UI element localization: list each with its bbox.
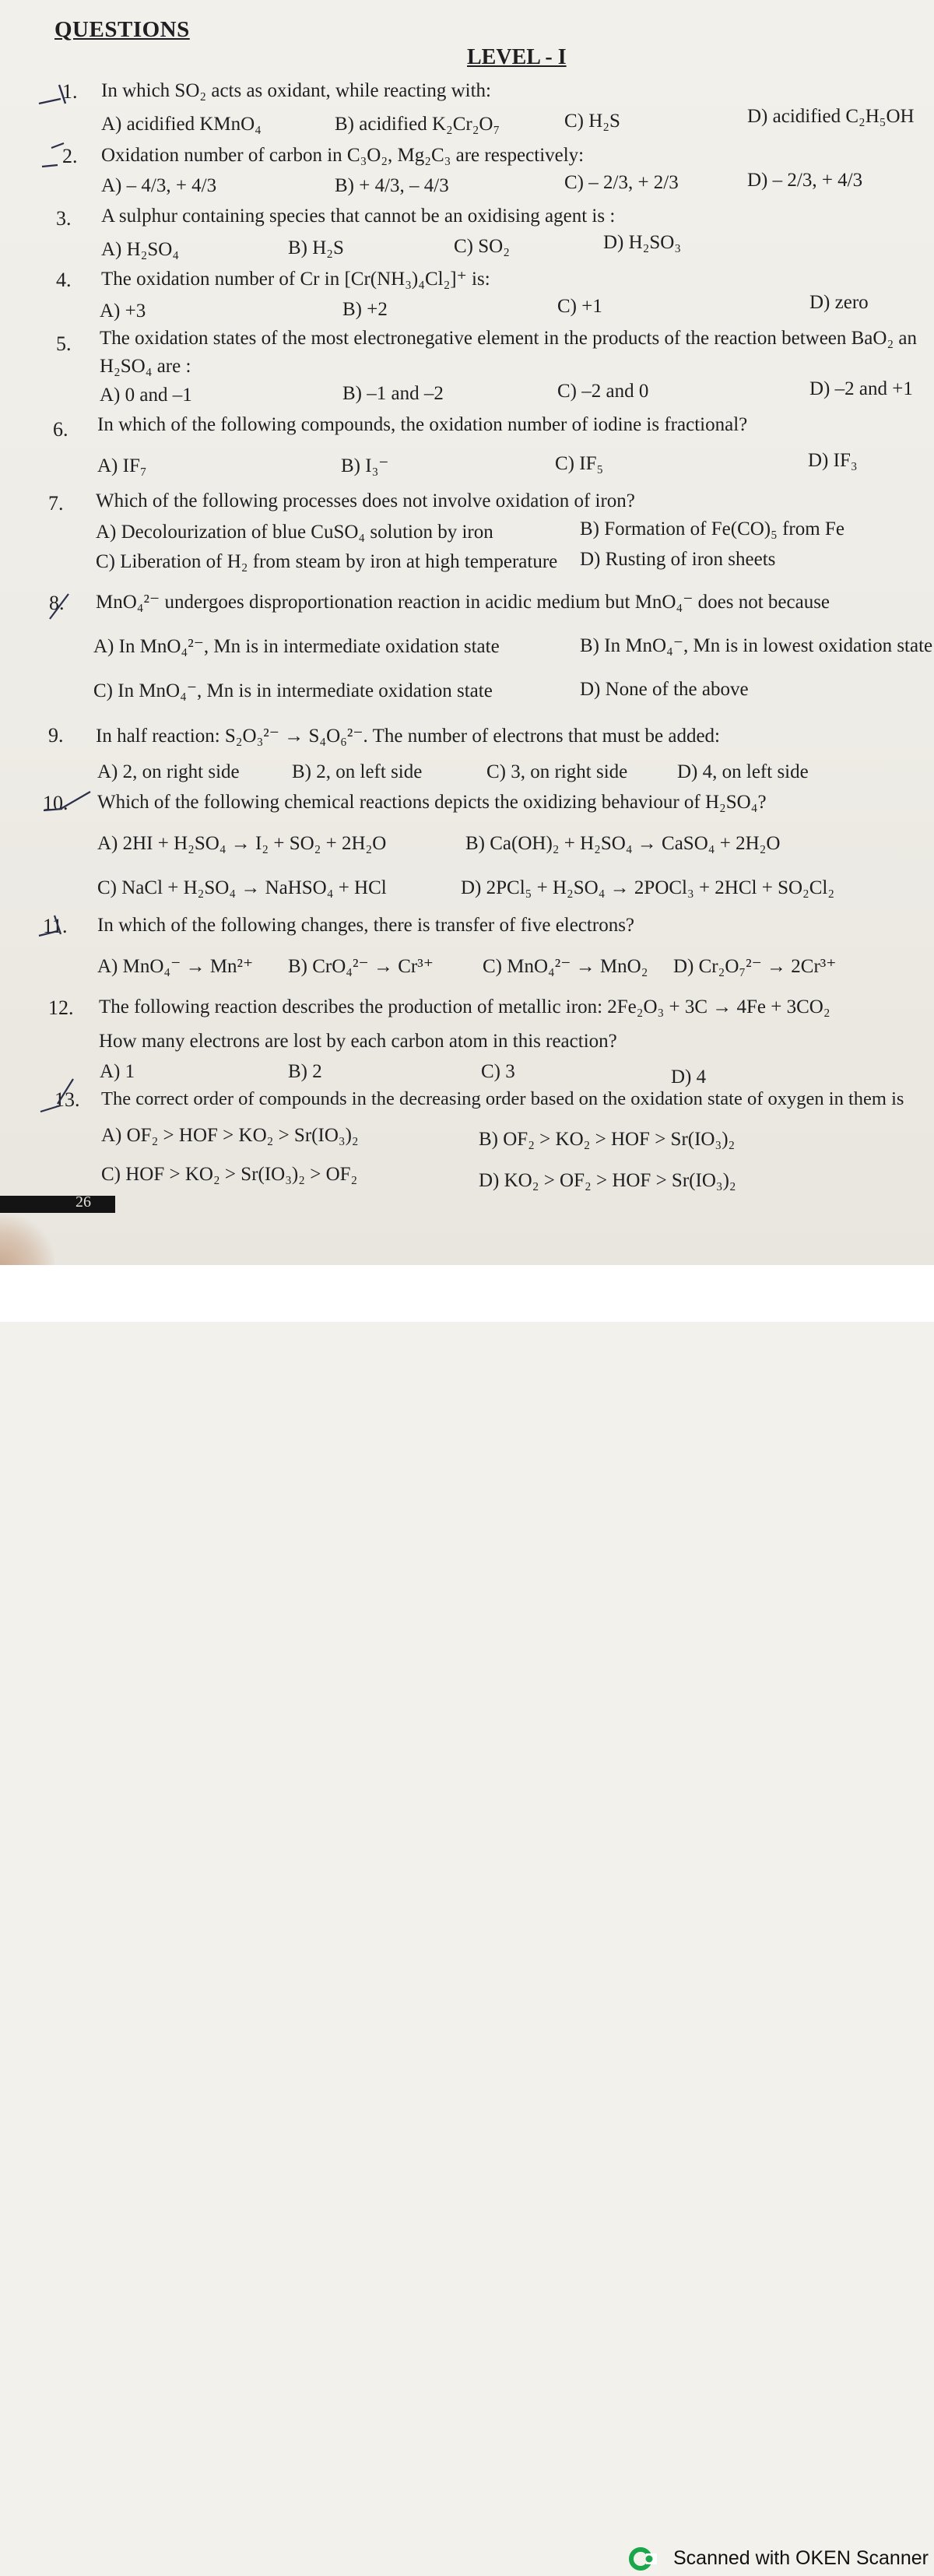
option: C) – 2/3, + 2/3 [564,172,679,193]
pen-tick-icon [45,592,73,620]
option: D) Rusting of iron sheets [580,549,776,570]
pen-tick-icon [37,912,72,939]
thumb-shadow [0,1214,54,1265]
option: A) 0 and –1 [100,385,192,406]
question-number: 7. [48,492,64,515]
option: C) Liberation of H₂ from steam by iron at high temperature [96,551,558,572]
question-text: The oxidation states of the most electronegative element in the products of the reaction between BaO₂ an [100,328,918,349]
question-number: 2. [62,145,78,167]
oken-logo-icon [629,2546,657,2572]
question-text: In which SO₂ acts as oxidant, while reacting with: [101,80,491,101]
page-heading: QUESTIONS [54,17,190,42]
level-heading: LEVEL - I [467,45,567,69]
pen-tick-icon [39,1076,86,1115]
option: A) – 4/3, + 4/3 [101,175,217,196]
question-number: 12. [48,996,74,1019]
question-number: 10. [43,792,68,814]
question-number: 8. [49,592,65,614]
question-number: 9. [48,724,64,747]
question-text: The following reaction describes the production of metallic iron: 2Fe₂O₃ + 3C → 4Fe + 3CO₂ [99,996,830,1017]
option: C) IF₅ [555,453,604,474]
option: B) +2 [342,299,388,320]
question-text: In which of the following compounds, the oxidation number of iodine is fractional? [97,414,748,435]
question-text: A sulphur containing species that cannot be an oxidising agent is : [101,206,616,227]
question-number: 11. [43,915,68,937]
option: C) +1 [557,296,602,317]
option: A) In MnO₄²⁻, Mn is in intermediate oxidation state [93,636,500,657]
option: D) 2PCl₅ + H₂SO₄ → 2POCl₃ + 2HCl + SO₂Cl₂ [461,877,835,898]
option: D) zero [809,292,869,313]
option: A) MnO₄⁻ → Mn²⁺ [97,956,254,977]
question-text: The correct order of compounds in the decreasing order based on the oxidation state of oxygen in them is [101,1088,904,1109]
option: A) +3 [100,300,146,322]
option: B) Formation of Fe(CO)₅ from Fe [580,518,844,539]
question-number: 3. [56,207,72,230]
option: A) 2, on right side [97,761,240,782]
option: C) –2 and 0 [557,381,649,402]
question-text-continued: How many electrons are lost by each carbon atom in this reaction? [99,1031,617,1052]
pen-tick-icon [37,82,75,107]
question-text: In which of the following changes, there is transfer of five electrons? [97,915,635,936]
option: C) 3 [481,1061,515,1082]
option: D) Cr₂O₇²⁻ → 2Cr³⁺ [673,956,837,977]
question-text: Which of the following chemical reactions depicts the oxidizing behaviour of H₂SO₄? [97,792,767,813]
option: C) SO₂ [454,236,510,257]
question-text: The oxidation number of Cr in [Cr(NH₃)₄Cl₂]⁺ is: [101,269,490,290]
option: C) H₂S [564,111,620,132]
option: C) In MnO₄⁻, Mn is in intermediate oxidation state [93,680,493,701]
option: B) + 4/3, – 4/3 [335,175,449,196]
option: B) –1 and –2 [342,383,444,404]
option: A) OF₂ > HOF > KO₂ > Sr(IO₃)₂ [101,1125,359,1146]
pen-tick-icon [40,789,103,815]
option: A) H₂SO₄ [101,239,180,260]
question-number: 4. [56,269,72,291]
pen-tick-icon [40,142,72,170]
question-page [0,0,934,1265]
question-number: 6. [53,418,68,441]
option: A) acidified KMnO₄ [101,114,262,135]
question-text: In half reaction: S₂O₃²⁻ → S₄O₆²⁻. The number of electrons that must be added: [96,726,720,747]
page-number: 26 [75,1193,91,1211]
option: A) IF₇ [97,455,147,476]
option: B) 2, on left side [292,761,423,782]
scanner-footer [0,1265,934,2569]
option: D) None of the above [580,679,749,700]
option: D) H₂SO₃ [603,232,682,253]
question-text: Which of the following processes does not involve oxidation of iron? [96,490,635,511]
question-number: 1. [62,80,78,103]
option: B) OF₂ > KO₂ > HOF > Sr(IO₃)₂ [479,1129,736,1150]
option: B) acidified K₂Cr₂O₇ [335,114,500,135]
option: D) –2 and +1 [809,378,913,399]
option: B) I₃⁻ [341,455,389,476]
option: C) MnO₄²⁻ → MnO₂ [483,956,648,977]
question-text: MnO₄²⁻ undergoes disproportionation reaction in acidic medium but MnO₄⁻ does not because [96,592,830,613]
option: C) HOF > KO₂ > Sr(IO₃)₂ > OF₂ [101,1164,358,1185]
option: D) acidified C₂H₅OH [747,106,915,127]
option: D) IF₃ [808,450,858,471]
option: D) – 2/3, + 4/3 [747,170,863,191]
option: A) 2HI + H₂SO₄ → I₂ + SO₂ + 2H₂O [97,833,387,854]
question-text-continued: H₂SO₄ are : [100,356,191,377]
option: C) 3, on right side [486,761,628,782]
option: D) KO₂ > OF₂ > HOF > Sr(IO₃)₂ [479,1170,736,1191]
page-number-bar [0,1196,115,1213]
question-number: 13. [54,1088,80,1111]
option: D) 4 [671,1067,707,1088]
option: B) In MnO₄⁻, Mn is in lowest oxidation state [580,635,933,656]
question-text: Oxidation number of carbon in C₃O₂, Mg₂C₃ are respectively: [101,145,585,166]
option: A) 1 [100,1061,135,1082]
option: A) Decolourization of blue CuSO₄ solution by iron [96,522,493,543]
option: B) CrO₄²⁻ → Cr³⁺ [288,956,434,977]
option: D) 4, on left side [677,761,809,782]
option: B) Ca(OH)₂ + H₂SO₄ → CaSO₄ + 2H₂O [465,833,781,854]
scanner-watermark-text: Scanned with OKEN Scanner [673,2547,929,2569]
option: B) H₂S [288,237,344,258]
option: B) 2 [288,1061,322,1082]
option: C) NaCl + H₂SO₄ → NaHSO₄ + HCl [97,877,387,898]
question-number: 5. [56,332,72,355]
